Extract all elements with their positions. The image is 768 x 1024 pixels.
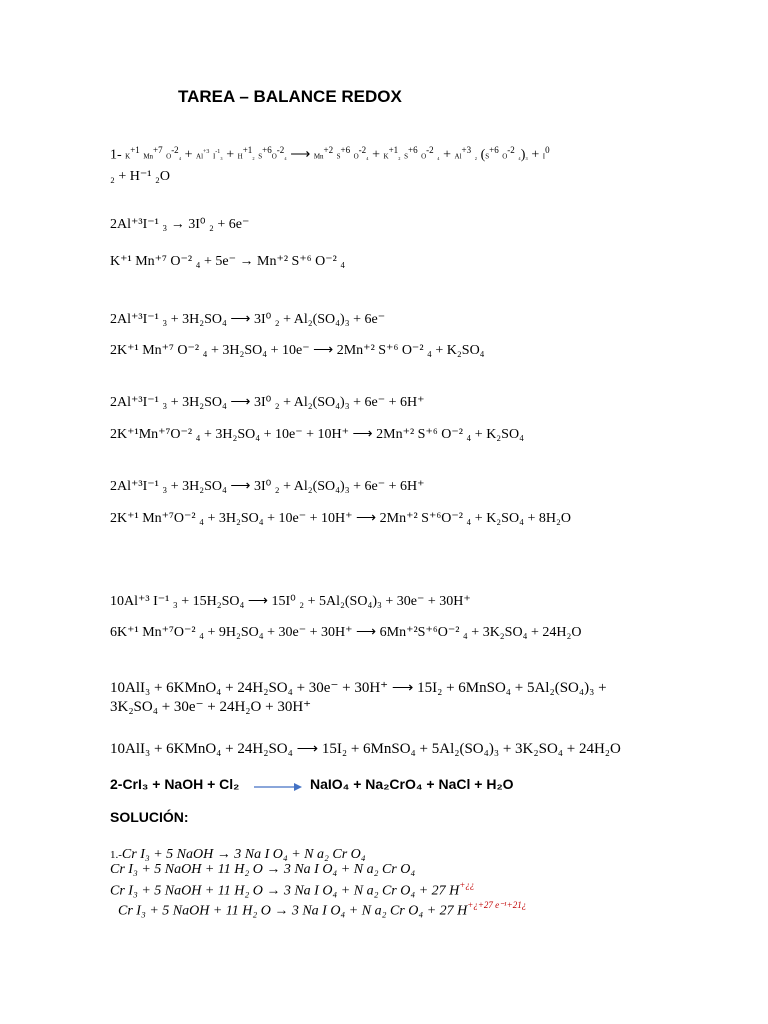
ex2-equation-left: 2-CrI₃ + NaOH + Cl₂ bbox=[110, 776, 240, 792]
page-title: TAREA – BALANCE REDOX bbox=[178, 87, 402, 106]
ex1-reduction-half-5: 6K⁺¹ Mn⁺⁷O⁻² ₄ + 9H₂SO₄ + 30e⁻ + 30H⁺ ⟶ 6Mn⁺²S⁺⁶O⁻² ₄ + 3K₂SO₄ + 24H₂O bbox=[110, 625, 582, 640]
solucion-label: SOLUCIÓN: bbox=[110, 809, 189, 825]
ex1-equation-line1: 1- $K^{+1}$ $Mn^{+7}$ $O^{-2}_4 + Al^{+3}$ $I^{-1}_3 + H^{+1}_2$ $S^{+6}O^{-2}_4$ ⟶ $Mn^{+2}$ $S^{+6}$ $O^{-2}_4 + K^{+1}_2$ $S^{+6}$ $O^{-2}$ $_4 + Al^{+3}$ ₂ ($S^{+6}$ $O^{-2}$ $_4)_3 + I^0$ bbox=[110, 145, 550, 163]
ex2-equation-right: NaIO₄ + Na₂CrO₄ + NaCl + H₂O bbox=[310, 776, 514, 792]
ex2-step-3: Cr I₃ + 5 NaOH + 11 H₂ O → 3 Na I O₄ + N a₂ Cr O₄ + 27 H+¿¿ bbox=[110, 880, 475, 899]
ex1-sum-line-2: 3K₂SO₄ + 30e⁻ + 24H₂O + 30H⁺ bbox=[110, 699, 312, 715]
ex1-reduction-half-3: 2K⁺¹Mn⁺⁷O⁻² ₄ + 3H₂SO₄ + 10e⁻ + 10H⁺ ⟶ 2Mn⁺² S⁺⁶ O⁻² ₄ + K₂SO₄ bbox=[110, 427, 524, 442]
reaction-arrow-icon bbox=[254, 781, 302, 793]
ex1-oxidation-half-4: 2Al⁺³I⁻¹ ₃ + 3H₂SO₄ ⟶ 3I⁰ ₂ + Al₂(SO₄)₃ + 6e⁻ + 6H⁺ bbox=[110, 479, 425, 494]
ex1-reduction-half-1: K⁺¹ Mn⁺⁷ O⁻² ₄ + 5e⁻ → Mn⁺² S⁺⁶ O⁻² ₄ bbox=[110, 254, 346, 269]
ex1-number: 1- bbox=[110, 147, 122, 163]
ex1-final-equation: 10AlI₃ + 6KMnO₄ + 24H₂SO₄ ⟶ 15I₂ + 6MnSO₄ + 5Al₂(SO₄)₃ + 3K₂SO₄ + 24H₂O bbox=[110, 741, 621, 757]
ex1-oxidation-half-3: 2Al⁺³I⁻¹ ₃ + 3H₂SO₄ ⟶ 3I⁰ ₂ + Al₂(SO₄)₃ + 6e⁻ + 6H⁺ bbox=[110, 395, 425, 410]
ex2-step-4: Cr I₃ + 5 NaOH + 11 H₂ O → 3 Na I O₄ + N a₂ Cr O₄ + 27 $H^{+¿+27 e^{-1}+21¿}$ bbox=[118, 900, 527, 919]
ex2-step-2: Cr I₃ + 5 NaOH + 11 H₂ O → 3 Na I O₄ + N a₂ Cr O₄ bbox=[110, 862, 416, 877]
ex2-step-1: 1.-Cr I₃ + 5 NaOH → 3 Na I O₄ + N a₂ Cr O₄ bbox=[110, 847, 366, 862]
ex1-oxidation-half-5: 10Al⁺³ I⁻¹ ₃ + 15H₂SO₄ ⟶ 15I⁰ ₂ + 5Al₂(SO₄)₃ + 30e⁻ + 30H⁺ bbox=[110, 594, 471, 609]
ex1-reduction-half-2: 2K⁺¹ Mn⁺⁷ O⁻² ₄ + 3H₂SO₄ + 10e⁻ ⟶ 2Mn⁺² S⁺⁶ O⁻² ₄ + K₂SO₄ bbox=[110, 343, 485, 358]
ex1-oxidation-half-1: 2Al⁺³I⁻¹ ₃ → 3I⁰ ₂ + 6e⁻ bbox=[110, 217, 250, 232]
ex1-equation-line2: ₂ + H⁻¹ ₂O bbox=[110, 169, 170, 184]
ex1-sum-line-1: 10AlI₃ + 6KMnO₄ + 24H₂SO₄ + 30e⁻ + 30H⁺ ⟶ 15I₂ + 6MnSO₄ + 5Al₂(SO₄)₃ + bbox=[110, 680, 607, 696]
ex1-reduction-half-4: 2K⁺¹ Mn⁺⁷O⁻² ₄ + 3H₂SO₄ + 10e⁻ + 10H⁺ ⟶ 2Mn⁺² S⁺⁶O⁻² ₄ + K₂SO₄ + 8H₂O bbox=[110, 511, 571, 526]
ex1-oxidation-half-2: 2Al⁺³I⁻¹ ₃ + 3H₂SO₄ ⟶ 3I⁰ ₂ + Al₂(SO₄)₃ + 6e⁻ bbox=[110, 312, 386, 327]
